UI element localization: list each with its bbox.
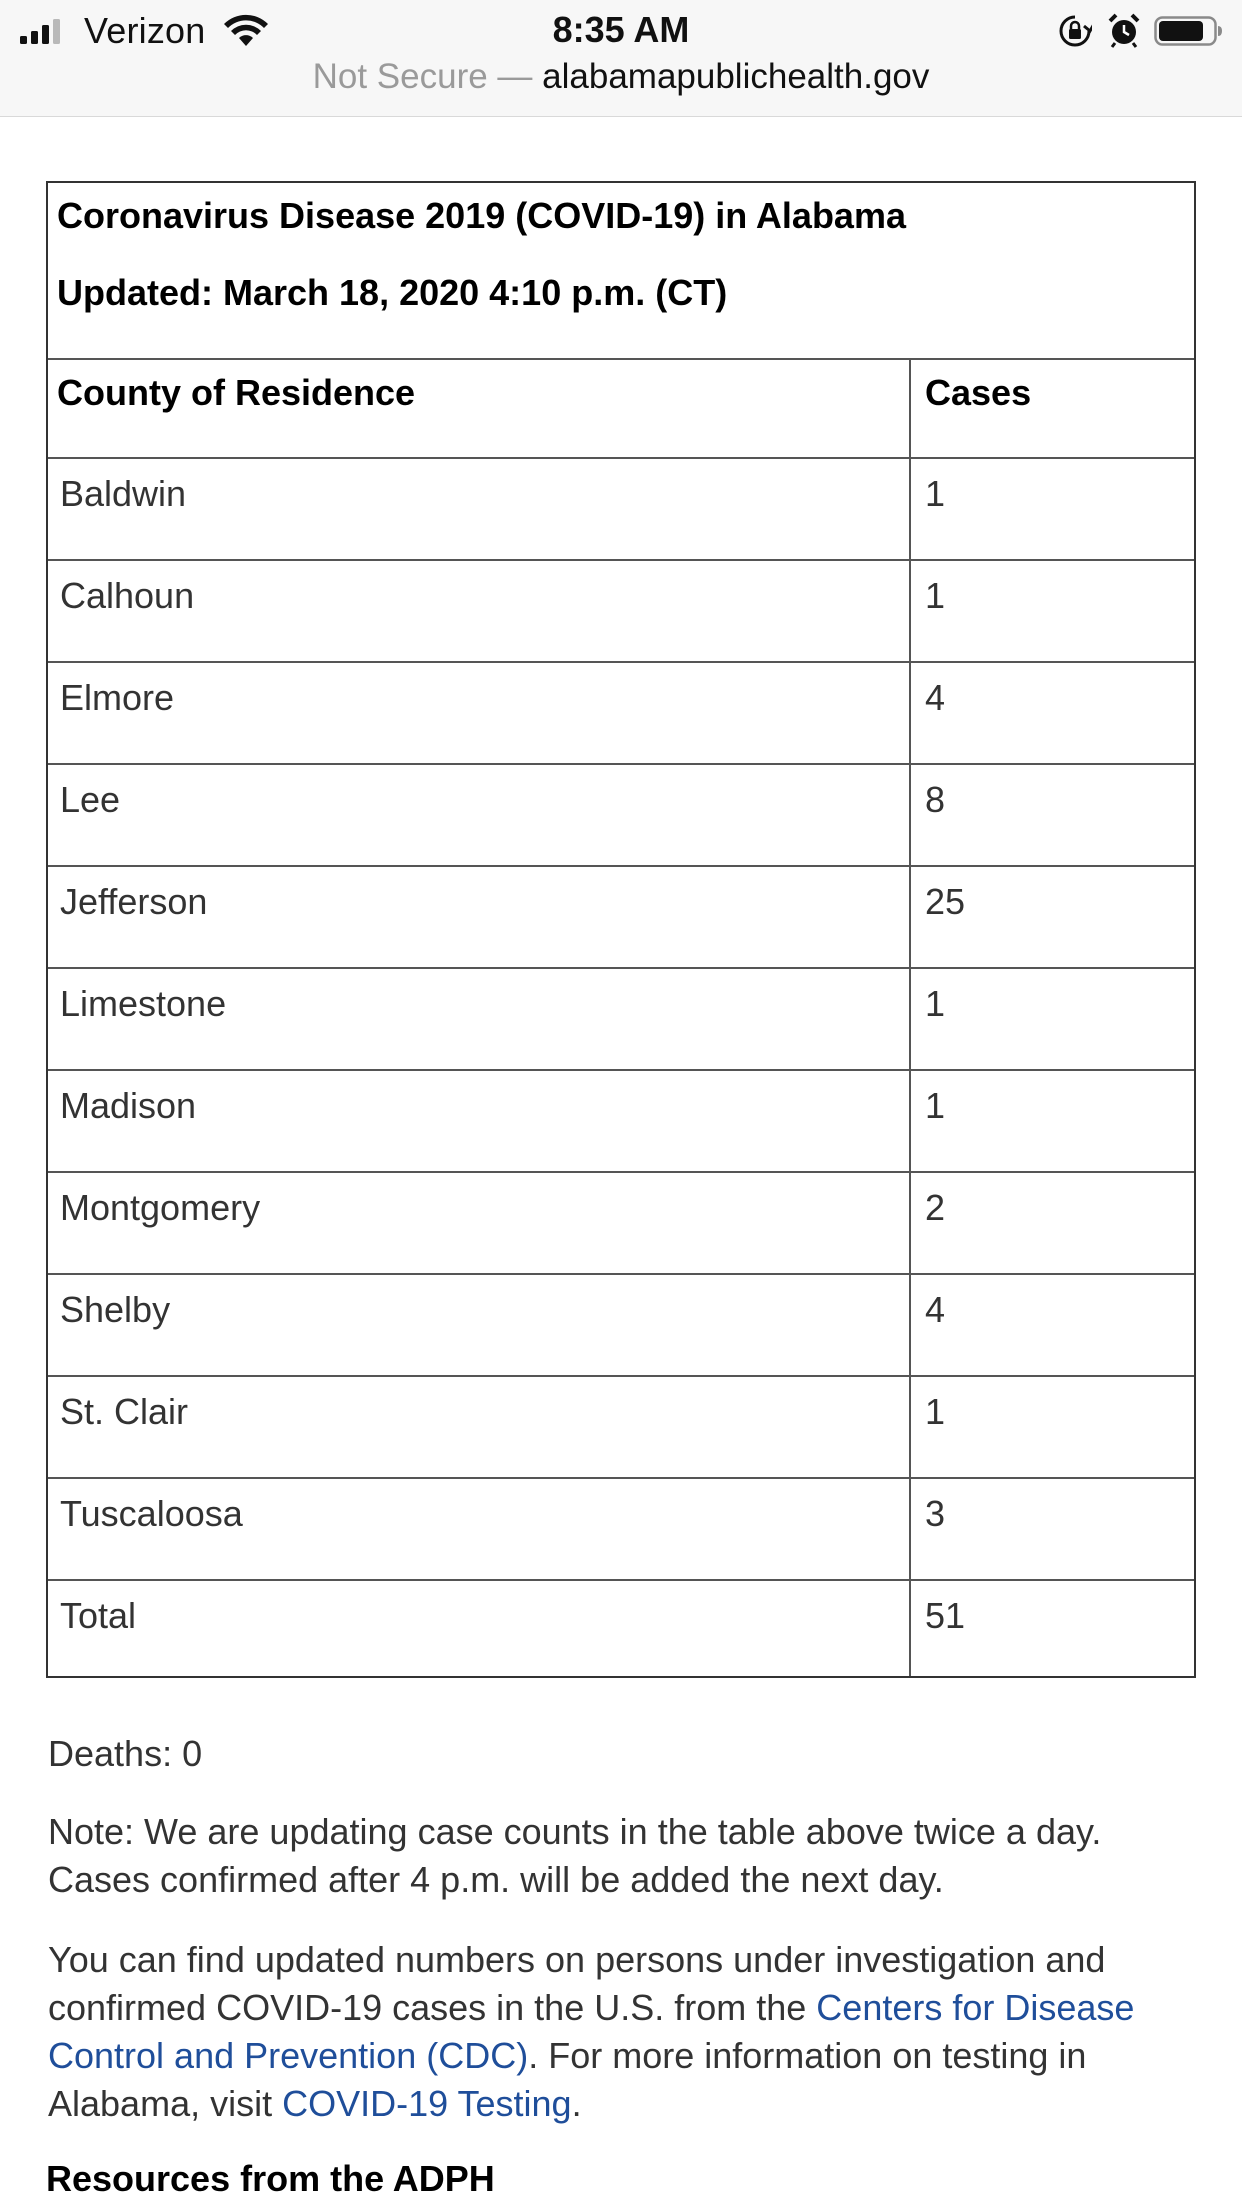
table-caption [48,183,1194,360]
county-cell: Lee [60,779,121,820]
county-cell: St. Clair [60,1391,189,1432]
info-paragraph [48,1936,1208,2128]
table-row [48,1275,1194,1377]
alarm-icon [1106,12,1142,48]
covid-testing-link[interactable]: COVID-19 Testing [282,2083,572,2124]
column-header-county: County of Residence [57,372,416,413]
county-cell: Montgomery [60,1187,261,1228]
cases-cell: 4 [925,677,946,718]
cases-cell: 1 [925,1085,946,1126]
cases-cell: 1 [925,983,946,1024]
domain-label: alabamapublichealth.gov [542,57,930,96]
county-cell: Madison [60,1085,197,1126]
table-row [48,765,1194,867]
resources-heading: Resources from the ADPH [46,2158,495,2199]
table-row [48,561,1194,663]
total-label-cell: Total [60,1595,137,1636]
cases-cell: 3 [925,1493,946,1534]
carrier-name: Verizon [84,10,206,51]
clock: 8:35 AM [552,9,690,50]
info-text-before: You can find updated numbers on persons under investigation and confirmed COVID-19 cases in the U.S. from the [48,1939,1106,2028]
deaths-count: Deaths: 0 [48,1733,203,1774]
cases-cell: 2 [925,1187,946,1228]
table-row [48,1479,1194,1581]
county-cell: Shelby [60,1289,171,1330]
info-text-middle: . For more information on testing in Alabama, visit [48,2035,1087,2124]
cdc-link[interactable]: Centers for Disease Control and Prevention (CDC) [48,1987,1135,2076]
county-cell: Elmore [60,677,175,718]
table-row [48,867,1194,969]
cases-cell: 1 [925,473,946,514]
table-row [48,969,1194,1071]
table-total-row [48,1581,1194,1676]
column-header-cases: Cases [925,372,1032,413]
table-row [48,1071,1194,1173]
county-cell: Limestone [60,983,227,1024]
table-row [48,1377,1194,1479]
security-label: Not Secure — [312,57,533,96]
battery-icon [1154,14,1224,48]
url-bar[interactable] [0,57,1242,97]
update-note: Note: We are updating case counts in the table above twice a day. Cases confirmed after 4 p.m. will be added the next day. [48,1811,1102,1900]
total-cases-cell: 51 [925,1595,966,1636]
cases-cell: 4 [925,1289,946,1330]
cases-table [46,181,1196,1678]
table-title: Coronavirus Disease 2019 (COVID-19) in Alabama [57,195,906,236]
cases-cell: 25 [925,881,966,922]
county-cell: Baldwin [60,473,187,514]
county-cell: Tuscaloosa [60,1493,243,1534]
rotation-lock-icon [1058,14,1092,48]
table-updated-date: Updated: March 18, 2020 4:10 p.m. (CT) [57,272,728,313]
county-cell: Jefferson [60,881,208,922]
status-bar [0,0,1242,60]
table-row [48,459,1194,561]
table-row [48,1173,1194,1275]
info-text-after: . [571,2083,582,2124]
cases-cell: 1 [925,575,946,616]
cases-cell: 8 [925,779,946,820]
browser-top-bar [0,0,1242,117]
county-cell: Calhoun [60,575,195,616]
cases-cell: 1 [925,1391,946,1432]
table-header-row [48,360,1194,459]
table-row [48,663,1194,765]
